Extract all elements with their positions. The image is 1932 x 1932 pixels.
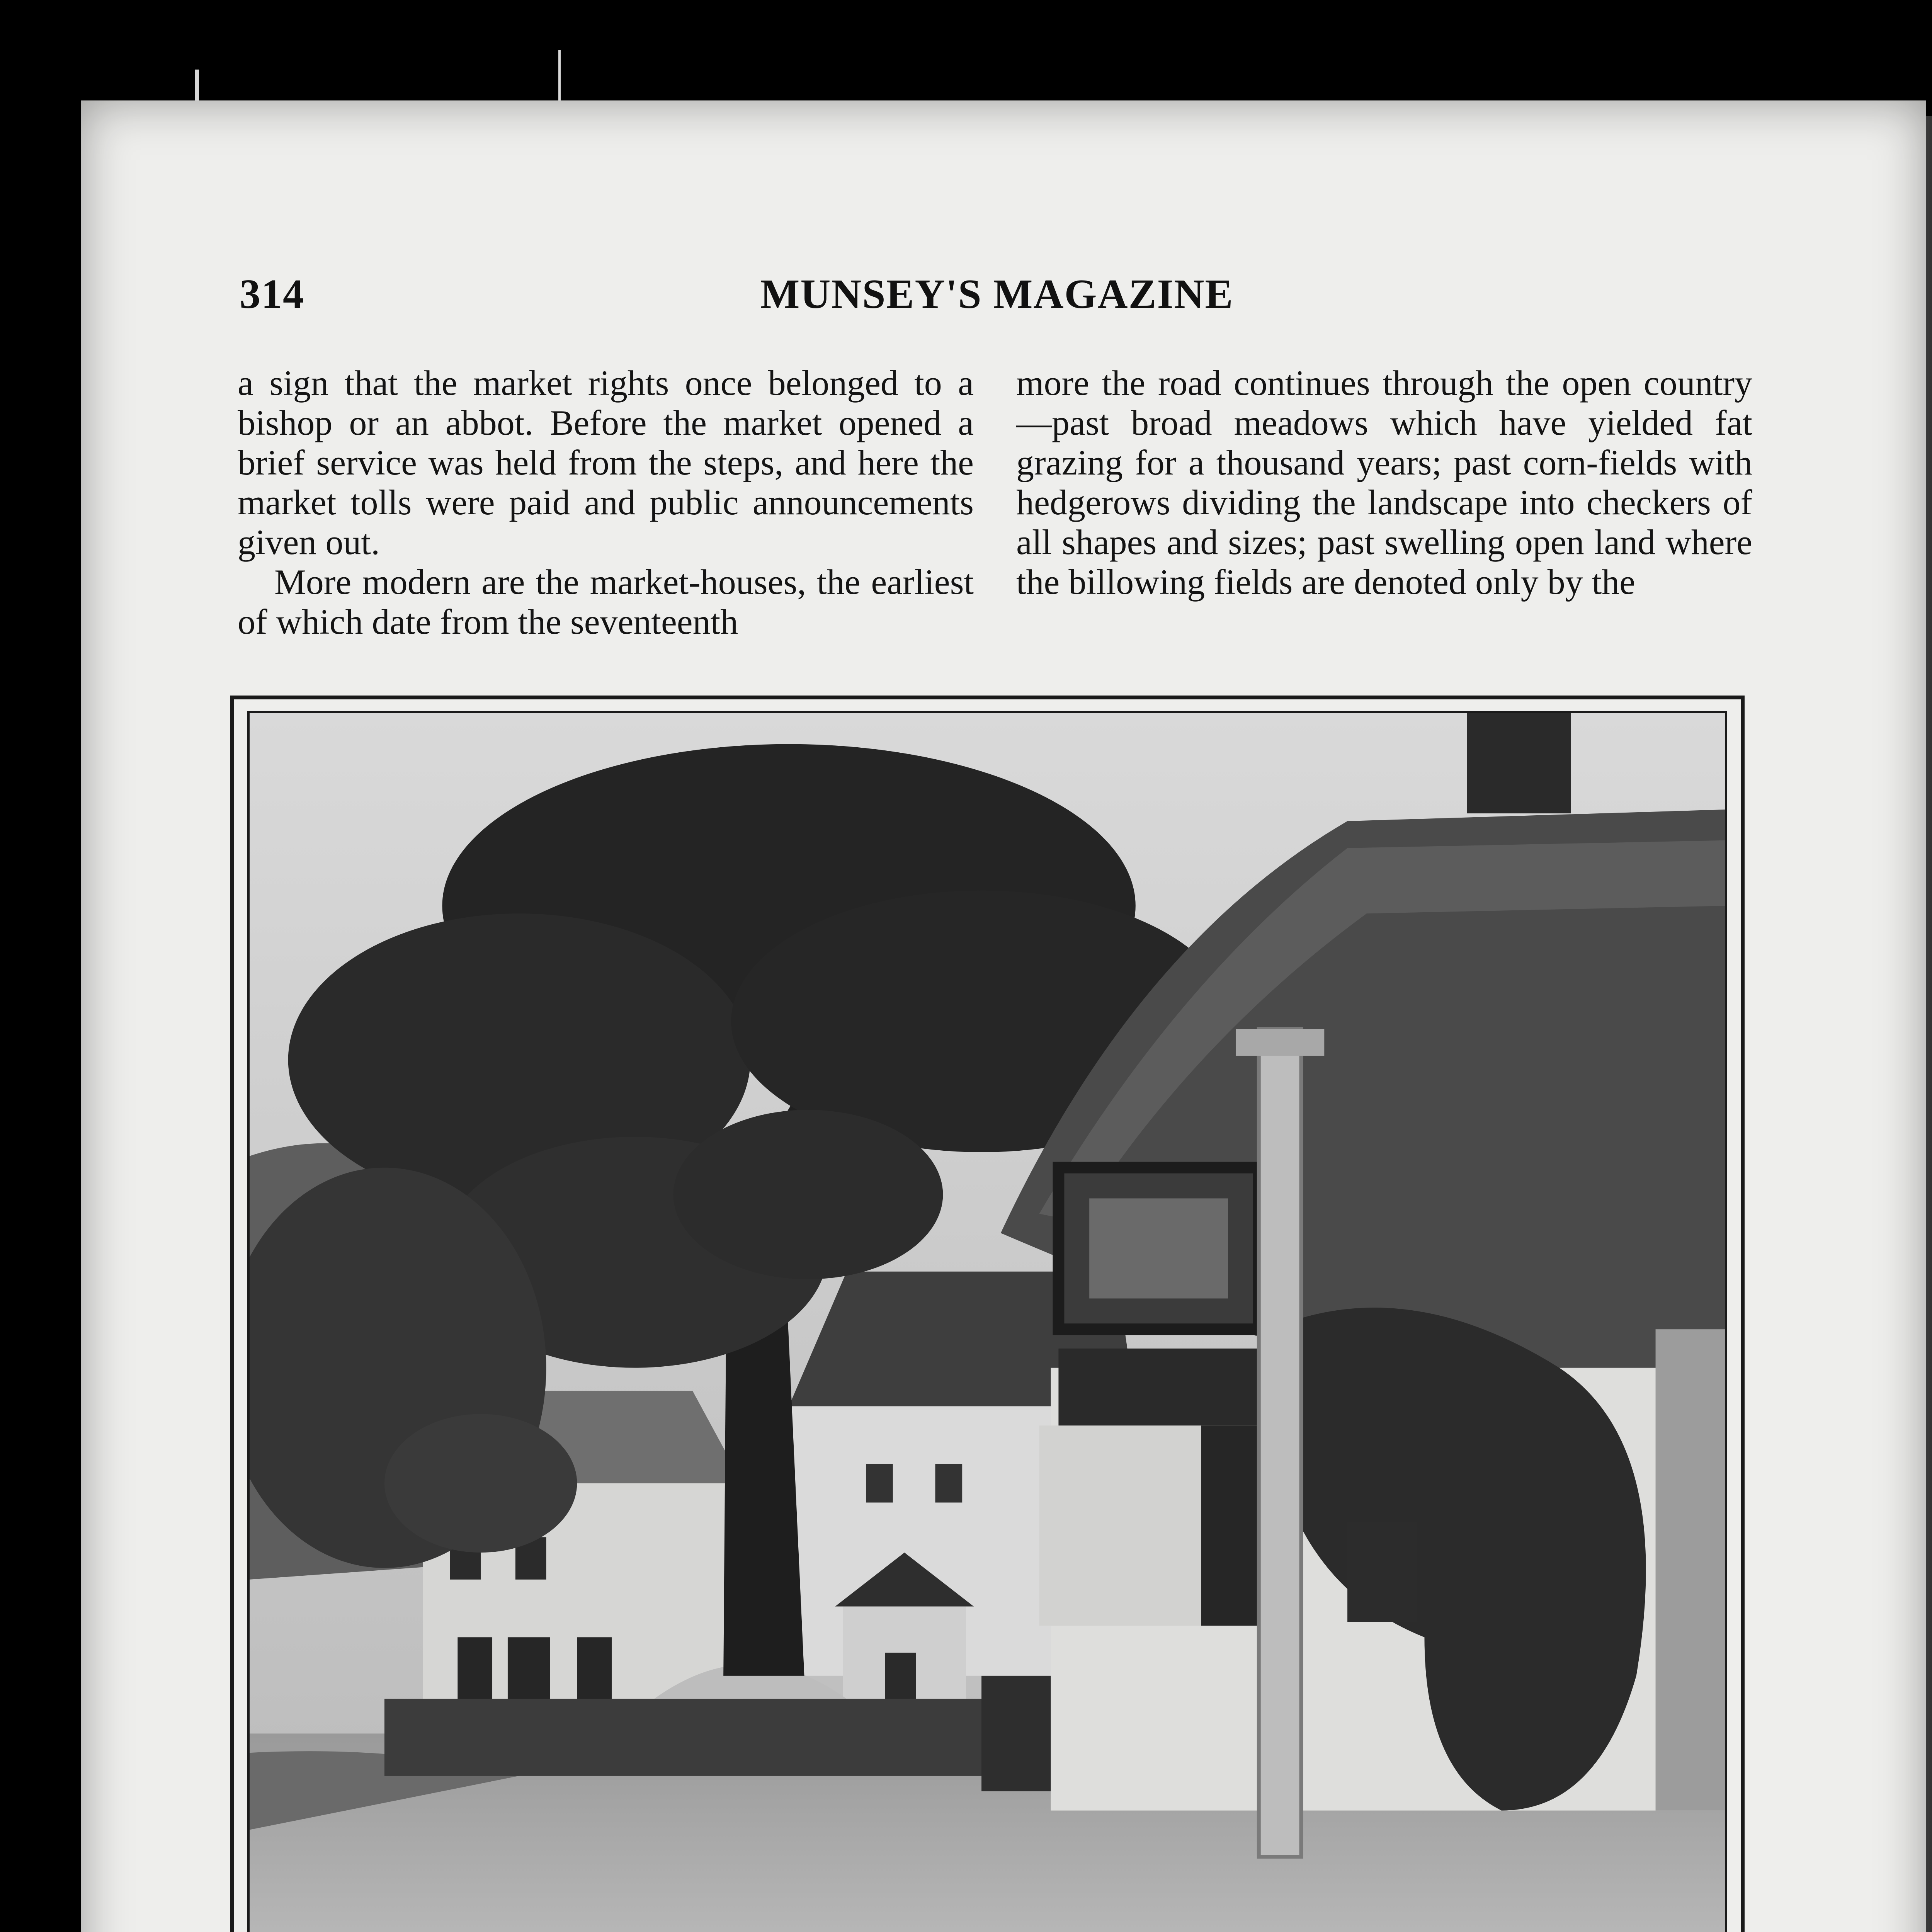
- page-gutter: [1926, 116, 1932, 1932]
- page-header: [240, 270, 1754, 325]
- column-top-right: [1016, 363, 1752, 602]
- page-number: 314: [240, 271, 304, 317]
- paragraph: more the road continues through the open country—past broad meadows which have yielded fat grazing for a thousand years; past corn-fields with hedgerows dividing the landscape into checkers of all shapes and sizes; past swelling open land where the billowing fields are denoted only by the: [1016, 363, 1752, 602]
- village-inn-photo: [247, 711, 1727, 1932]
- column-top-left: [238, 363, 974, 642]
- village-inn-photo-illustration: [250, 713, 1725, 1932]
- scan-mark-mid: [558, 50, 561, 100]
- paragraph: a sign that the market rights once belonged to a bishop or an abbot. Before the market opened a brief service was held from the steps, and here the market tolls were paid and public announcements given out.: [238, 363, 974, 562]
- running-title: MUNSEY'S MAGAZINE: [760, 271, 1234, 317]
- paragraph: More modern are the market-houses, the earliest of which date from the seventeenth: [238, 562, 974, 641]
